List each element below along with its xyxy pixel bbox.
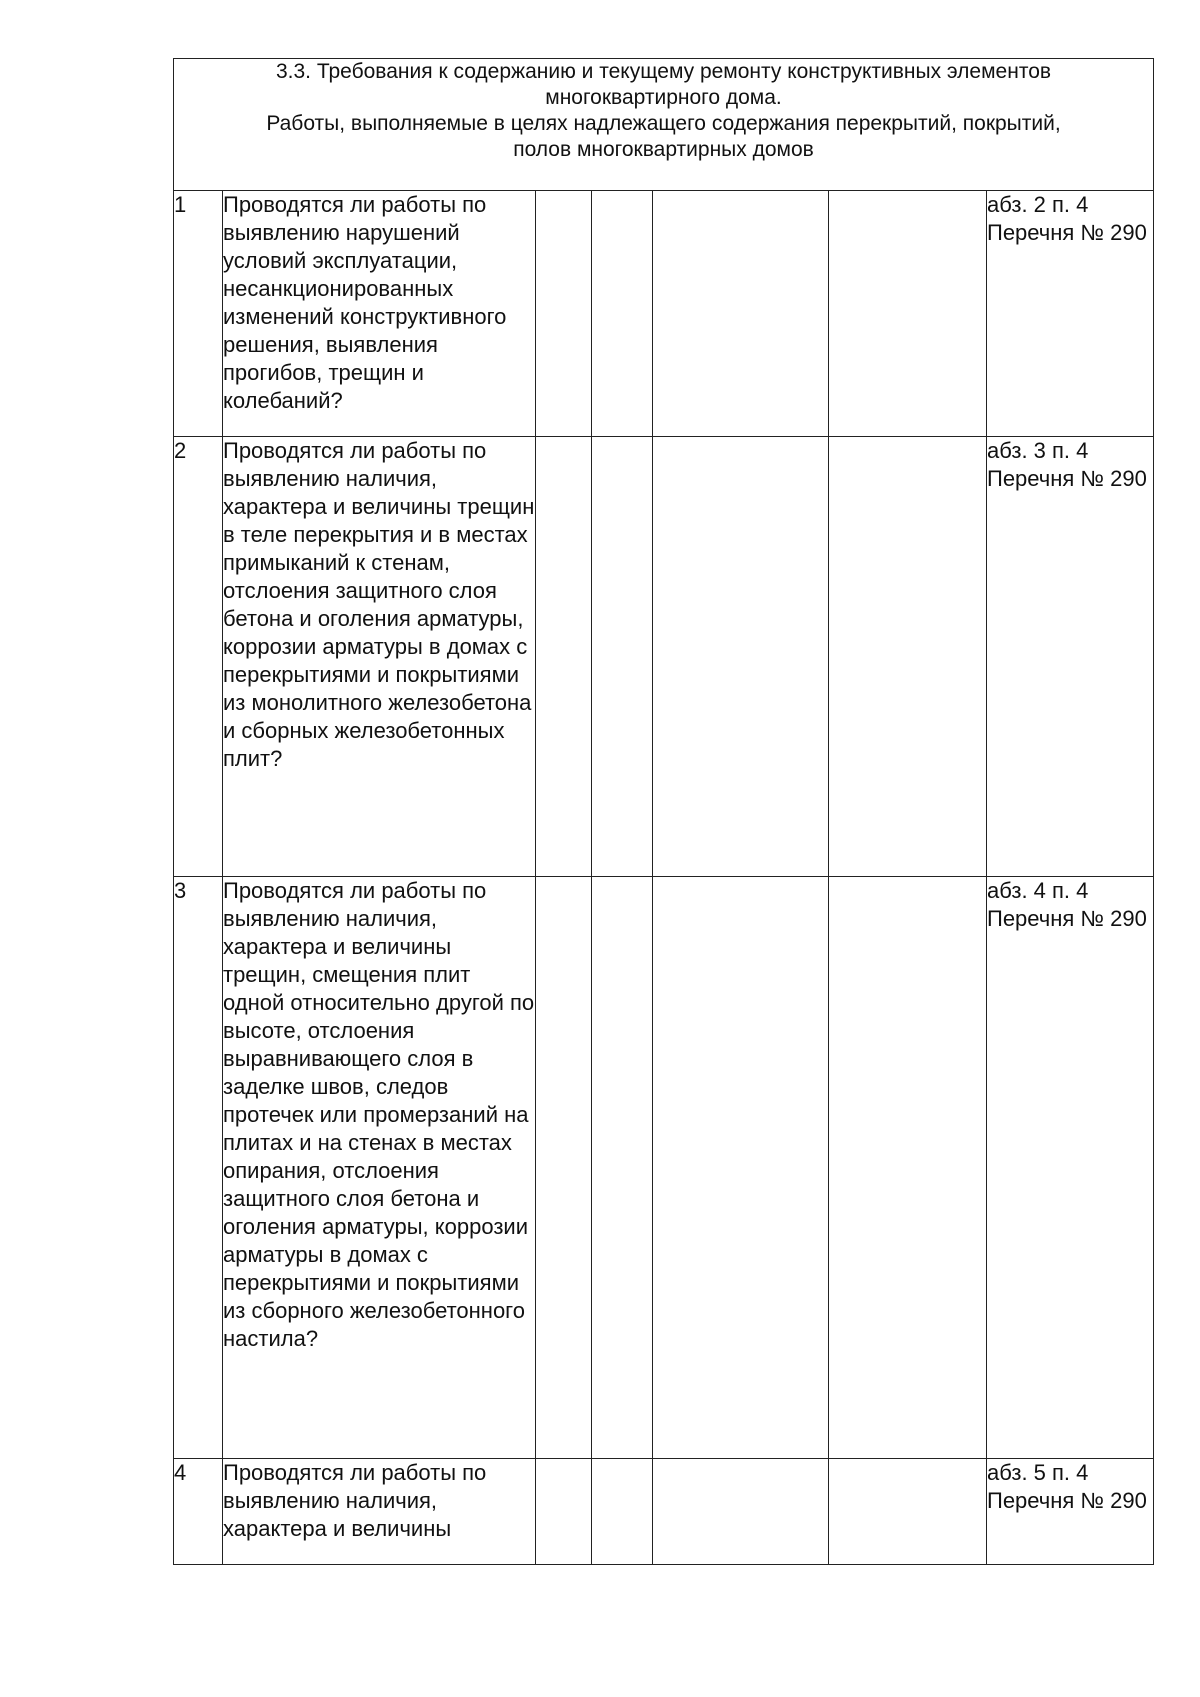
table-row bbox=[174, 437, 1154, 877]
answer-no-cell[interactable] bbox=[592, 191, 653, 437]
answer-yes-cell[interactable] bbox=[536, 1459, 592, 1565]
answer-no-cell[interactable] bbox=[592, 877, 653, 1459]
answer-note-cell[interactable] bbox=[829, 877, 987, 1459]
answer-note-cell[interactable] bbox=[829, 1459, 987, 1565]
row-number: 2 bbox=[174, 437, 223, 877]
legal-reference: абз. 2 п. 4 Перечня № 290 bbox=[987, 191, 1154, 437]
section-header-line: многоквартирного дома. bbox=[545, 86, 782, 109]
legal-reference: абз. 3 п. 4 Перечня № 290 bbox=[987, 437, 1154, 877]
table-row bbox=[174, 191, 1154, 437]
answer-note-cell[interactable] bbox=[829, 437, 987, 877]
answer-not-applicable-cell[interactable] bbox=[653, 1459, 829, 1565]
answer-yes-cell[interactable] bbox=[536, 437, 592, 877]
section-header-row bbox=[174, 59, 1154, 191]
section-header-line: 3.3. Требования к содержанию и текущему ремонту конструктивных элементов bbox=[275, 60, 1052, 83]
question-text: Проводятся ли работы по выявлению наличия, характера и величины трещин, смещения плит одной относительно другой по высоте, отслоения выравнивающего слоя в заделке швов, следов протечек или промерзаний на плитах и на стенах в местах опирания, отслоения защитного слоя бетона и оголения арматуры, коррозии арматуры в домах с перекрытиями и покрытиями из сборного железобетонного настила? bbox=[223, 877, 536, 1459]
question-text: Проводятся ли работы по выявлению нарушений условий эксплуатации, несанкционированных изменений конструктивного решения, выявления прогибов, трещин и колебаний? bbox=[223, 191, 536, 437]
section-header bbox=[174, 59, 1154, 191]
answer-no-cell[interactable] bbox=[592, 1459, 653, 1565]
row-number: 1 bbox=[174, 191, 223, 437]
legal-reference: абз. 5 п. 4 Перечня № 290 bbox=[987, 1459, 1154, 1565]
answer-no-cell[interactable] bbox=[592, 437, 653, 877]
section-header-line: Работы, выполняемые в целях надлежащего содержания перекрытий, покрытий, bbox=[266, 112, 1061, 135]
checklist-table bbox=[173, 58, 1154, 1565]
table-row bbox=[174, 1459, 1154, 1565]
answer-note-cell[interactable] bbox=[829, 191, 987, 437]
answer-not-applicable-cell[interactable] bbox=[653, 191, 829, 437]
answer-yes-cell[interactable] bbox=[536, 877, 592, 1459]
question-text: Проводятся ли работы по выявлению наличия, характера и величины bbox=[223, 1459, 536, 1565]
row-number: 3 bbox=[174, 877, 223, 1459]
answer-yes-cell[interactable] bbox=[536, 191, 592, 437]
answer-not-applicable-cell[interactable] bbox=[653, 437, 829, 877]
section-header-line: полов многоквартирных домов bbox=[513, 138, 814, 161]
legal-reference: абз. 4 п. 4 Перечня № 290 bbox=[987, 877, 1154, 1459]
row-number: 4 bbox=[174, 1459, 223, 1565]
table-row bbox=[174, 877, 1154, 1459]
answer-not-applicable-cell[interactable] bbox=[653, 877, 829, 1459]
question-text: Проводятся ли работы по выявлению наличия, характера и величины трещин в теле перекрытия и в местах примыканий к стенам, отслоения защитного слоя бетона и оголения арматуры, коррозии арматуры в домах с перекрытиями и покрытиями из монолитного железобетона и сборных железобетонных плит? bbox=[223, 437, 536, 877]
